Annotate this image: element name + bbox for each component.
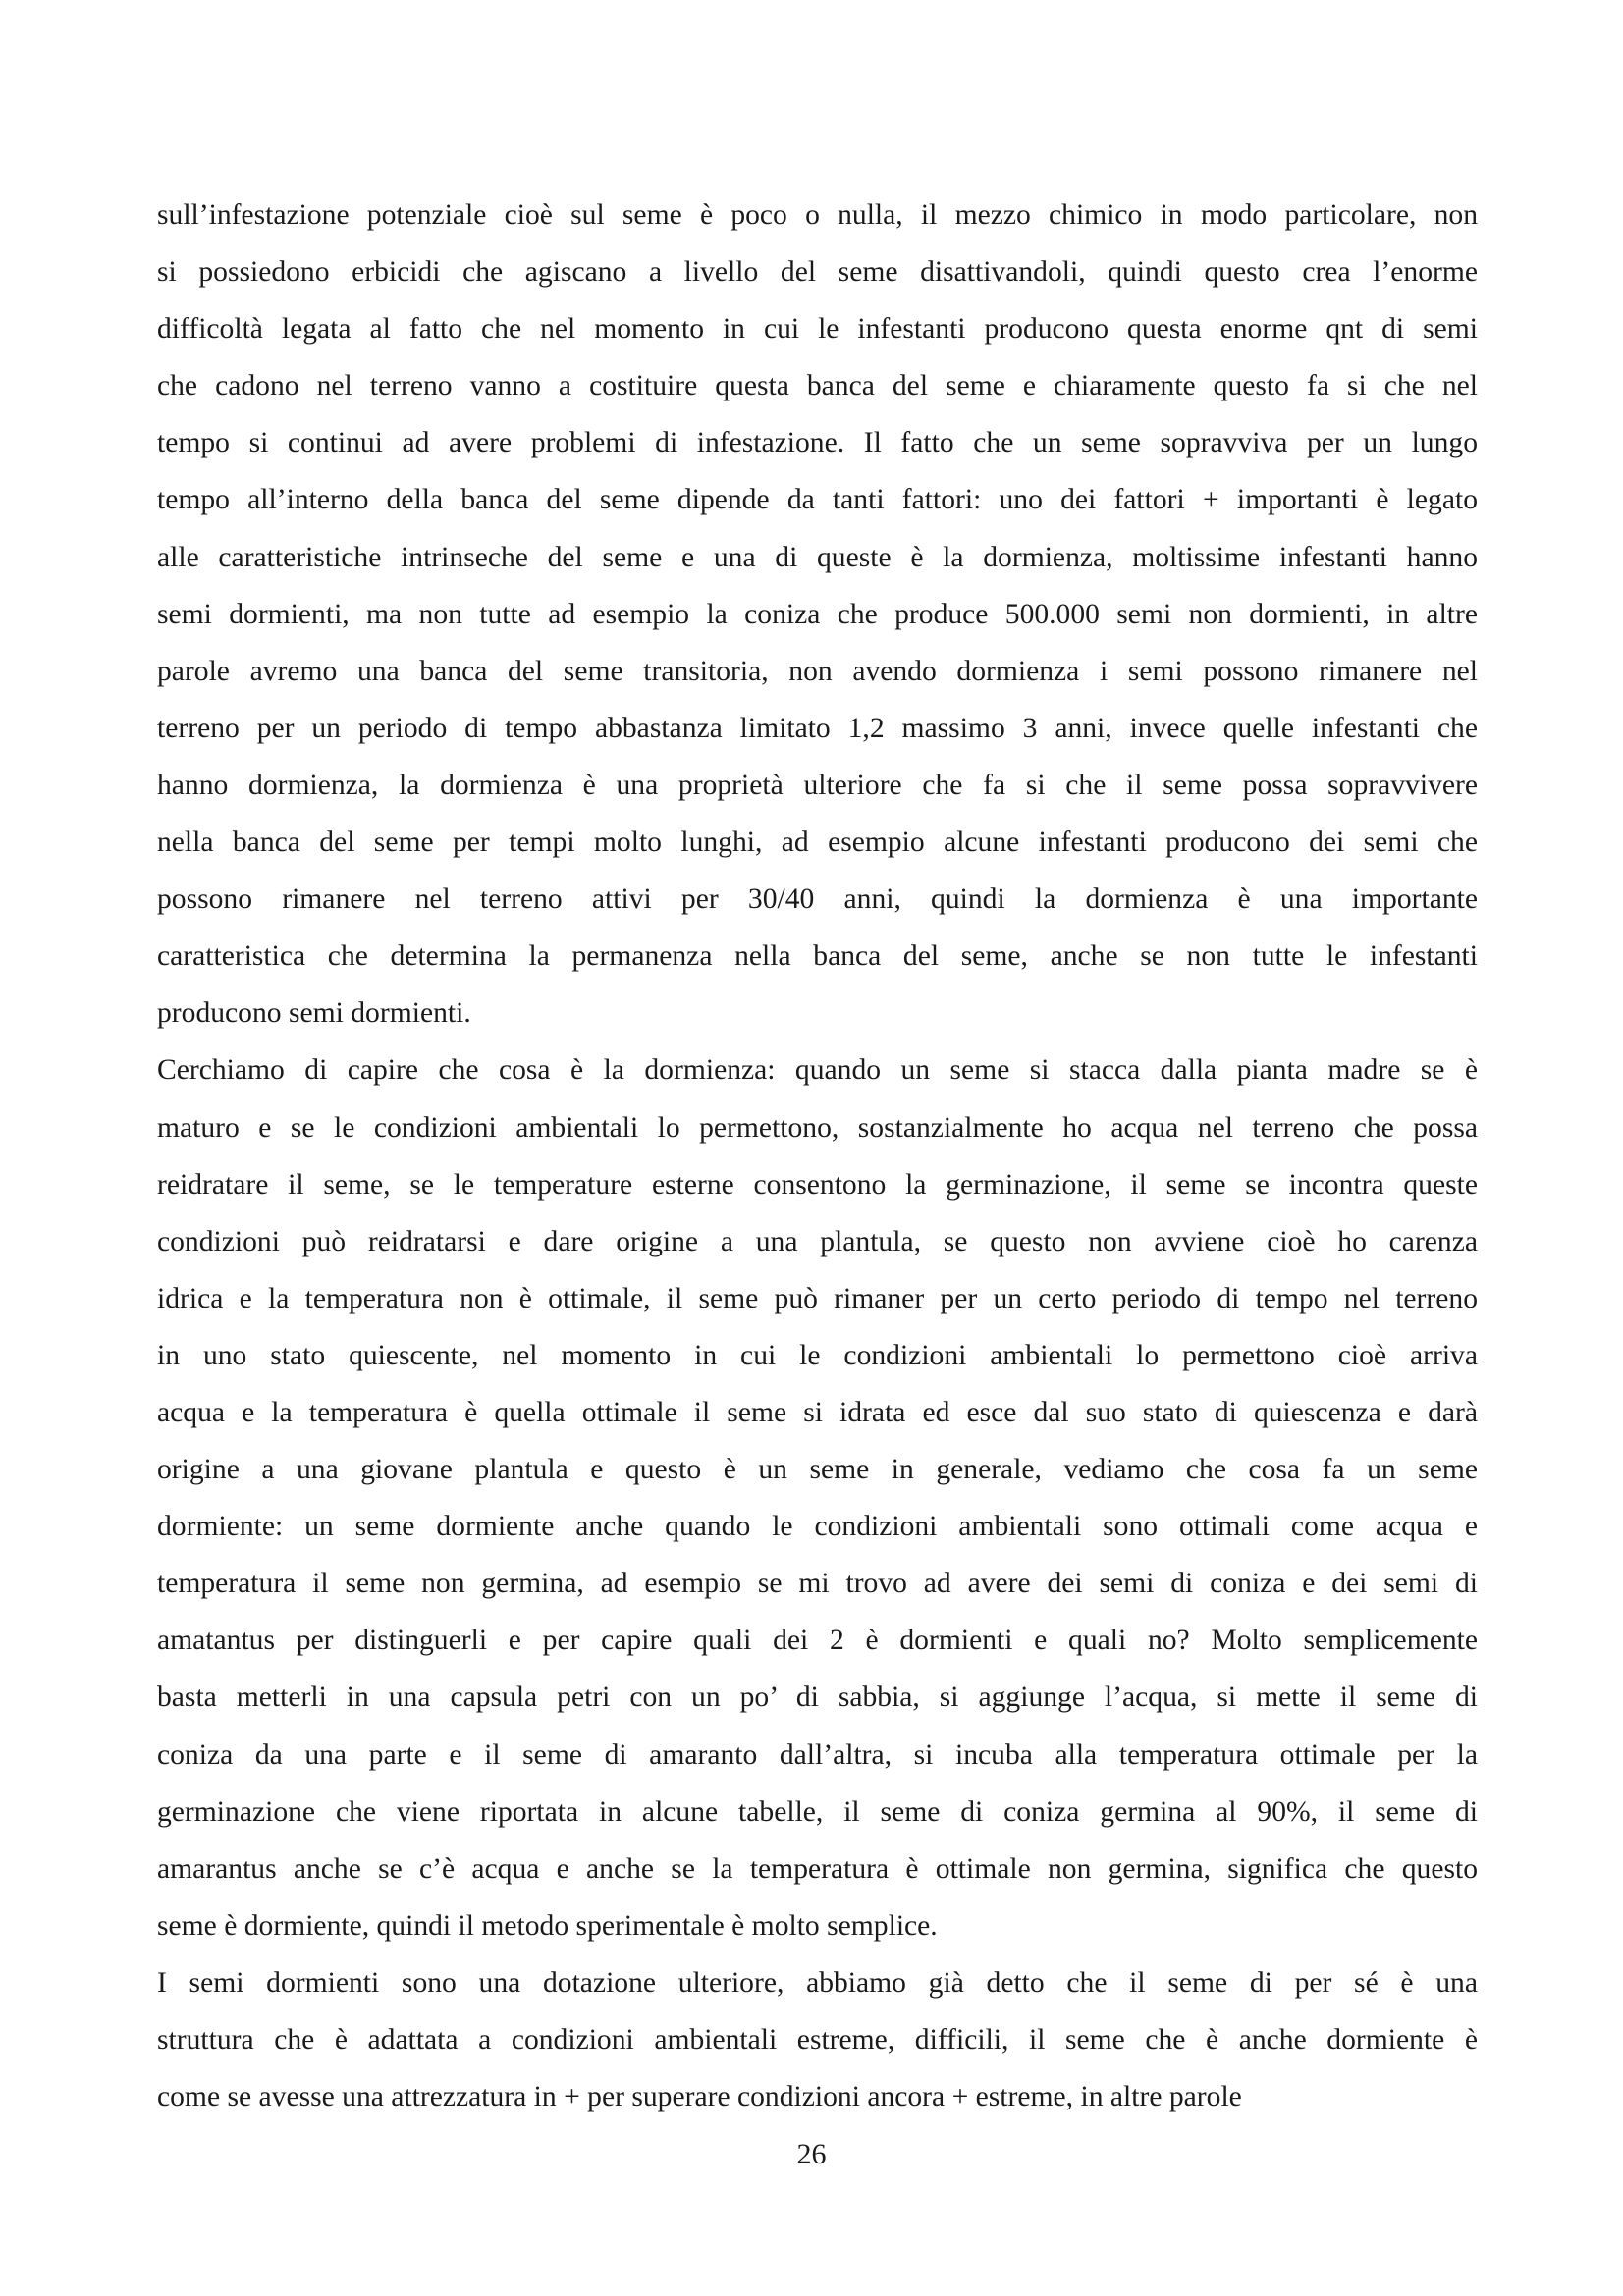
text-line: caratteristica che determina la permanenza nella banca del seme, anche se non tutte le infestanti <box>157 940 1478 973</box>
text-line: temperatura il seme non germina, ad esempio se mi trovo ad avere dei semi di coniza e dei semi di <box>157 1568 1478 1600</box>
paragraph <box>157 187 1478 1041</box>
text-line: producono semi dormienti. <box>157 997 471 1030</box>
text-line: amarantus anche se c’è acqua e anche se la temperatura è ottimale non germina, significa che questo <box>157 1852 1478 1885</box>
text-line: reidratare il seme, se le temperature esterne consentono la germinazione, il seme se incontra queste <box>157 1168 1478 1201</box>
text-line: acqua e la temperatura è quella ottimale il seme si idrata ed esce dal suo stato di quiescenza e darà <box>157 1396 1478 1428</box>
text-line: possono rimanere nel terreno attivi per 30/40 anni, quindi la dormienza è una importante <box>157 883 1478 916</box>
text-line: amatantus per distinguerli e per capire quali dei 2 è dormienti e quali no? Molto semplicemente <box>157 1625 1478 1657</box>
text-line: coniza da una parte e il seme di amaranto dall’altra, si incuba alla temperatura ottimale per la <box>157 1738 1478 1771</box>
text-line: basta metterli in una capsula petri con un po’ di sabbia, si aggiunge l’acqua, si mette il seme di <box>157 1682 1478 1714</box>
text-line: alle caratteristiche intrinseche del seme e una di queste è la dormienza, moltissime infestanti hanno <box>157 541 1478 573</box>
body-text <box>157 187 1478 2125</box>
paragraph <box>157 1041 1478 1954</box>
text-line: difficoltà legata al fatto che nel momento in cui le infestanti producono questa enorme qnt di semi <box>157 313 1478 346</box>
text-line: tempo all’interno della banca del seme dipende da tanti fattori: uno dei fattori + importanti è legato <box>157 484 1478 516</box>
text-line: struttura che è adattata a condizioni ambientali estreme, difficili, il seme che è anche dormiente è <box>157 2024 1478 2056</box>
paragraph <box>157 1954 1478 2125</box>
text-line: I semi dormienti sono una dotazione ulteriore, abbiamo già detto che il seme di per sé è una <box>157 1966 1478 1999</box>
text-line: dormiente: un seme dormiente anche quando le condizioni ambientali sono ottimali come acqua e <box>157 1511 1478 1543</box>
text-line: hanno dormienza, la dormienza è una proprietà ulteriore che fa si che il seme possa sopravvivere <box>157 769 1478 801</box>
text-line: germinazione che viene riportata in alcune tabelle, il seme di coniza germina al 90%, il seme di <box>157 1795 1478 1828</box>
text-line: parole avremo una banca del seme transitoria, non avendo dormienza i semi possono rimanere nel <box>157 655 1478 687</box>
text-line: seme è dormiente, quindi il metodo sperimentale è molto semplice. <box>157 1909 938 1942</box>
text-line: sull’infestazione potenziale cioè sul seme è poco o nulla, il mezzo chimico in modo particolare, non <box>157 199 1478 231</box>
text-line: condizioni può reidratarsi e dare origine a una plantula, se questo non avviene cioè ho carenza <box>157 1225 1478 1257</box>
page-number: 26 <box>796 2138 827 2170</box>
text-line: semi dormienti, ma non tutte ad esempio la coniza che produce 500.000 semi non dormienti, in altre <box>157 598 1478 630</box>
text-line: nella banca del seme per tempi molto lunghi, ad esempio alcune infestanti producono dei semi che <box>157 827 1478 859</box>
text-line: Cerchiamo di capire che cosa è la dormienza: quando un seme si stacca dalla pianta madre se è <box>157 1054 1478 1087</box>
text-line: origine a una giovane plantula e questo è un seme in generale, vediamo che cosa fa un seme <box>157 1454 1478 1486</box>
text-line: maturo e se le condizioni ambientali lo permettono, sostanzialmente ho acqua nel terreno che possa <box>157 1111 1478 1144</box>
text-line: idrica e la temperatura non è ottimale, il seme può rimaner per un certo periodo di tempo nel terreno <box>157 1282 1478 1314</box>
text-line: che cadono nel terreno vanno a costituire questa banca del seme e chiaramente questo fa si che nel <box>157 370 1478 402</box>
text-line: terreno per un periodo di tempo abbastanza limitato 1,2 massimo 3 anni, invece quelle infestanti che <box>157 712 1478 744</box>
text-line: si possiedono erbicidi che agiscano a livello del seme disattivandoli, quindi questo crea l’enorme <box>157 256 1478 289</box>
text-line: in uno stato quiescente, nel momento in cui le condizioni ambientali lo permettono cioè arriva <box>157 1339 1478 1371</box>
text-line: come se avesse una attrezzatura in + per superare condizioni ancora + estreme, in altre parole <box>157 2081 1242 2113</box>
text-line: tempo si continui ad avere problemi di infestazione. Il fatto che un seme sopravviva per un lungo <box>157 427 1478 459</box>
